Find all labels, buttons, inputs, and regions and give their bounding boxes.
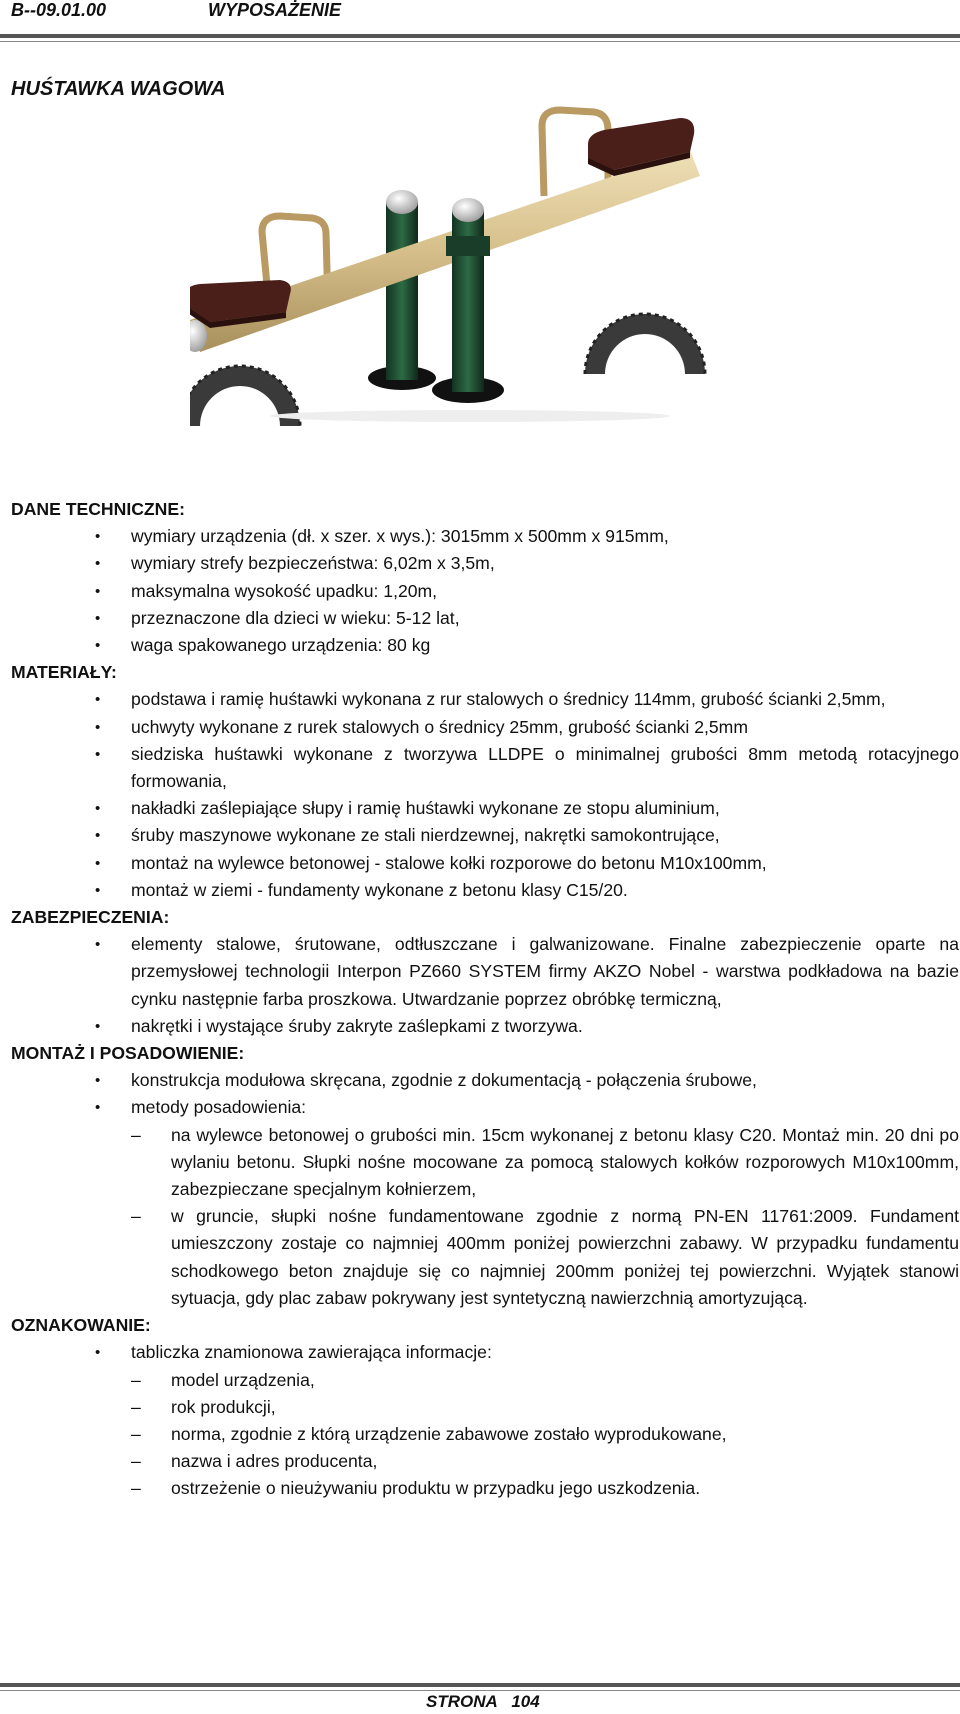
list-item: • montaż w ziemi - fundamenty wykonane z betonu klasy C15/20. bbox=[11, 877, 959, 904]
bullet: • bbox=[95, 637, 101, 655]
section-heading-protection: ZABEZPIECZENIA: bbox=[11, 907, 170, 928]
bullet: • bbox=[95, 1017, 101, 1035]
bullet: • bbox=[95, 827, 101, 845]
bullet: • bbox=[95, 718, 101, 736]
section-heading-materials: MATERIAŁY: bbox=[11, 662, 117, 683]
marking-list bbox=[11, 1339, 959, 1502]
document-title: HUŚTAWKA WAGOWA bbox=[11, 78, 226, 100]
list-item: • uchwyty wykonane z rurek stalowych o średnicy 25mm, grubość ścianki 2,5mm bbox=[11, 714, 959, 741]
marking-sublist bbox=[131, 1367, 959, 1503]
section-heading-marking: OZNAKOWANIE: bbox=[11, 1315, 151, 1336]
dash: – bbox=[131, 1396, 141, 1417]
dash: – bbox=[131, 1124, 141, 1145]
mounting-list bbox=[11, 1067, 959, 1312]
footer-rule-thick bbox=[0, 1683, 960, 1687]
dash: – bbox=[131, 1369, 141, 1390]
seesaw-illustration bbox=[190, 106, 770, 468]
list-item: • przeznaczone dla dzieci w wieku: 5-12 lat, bbox=[11, 605, 959, 632]
list-item: • montaż na wylewce betonowej - stalowe kołki rozporowe do betonu M10x100mm, bbox=[11, 850, 959, 877]
document-body bbox=[11, 496, 959, 1503]
header-title: WYPOSAŻENIE bbox=[208, 0, 342, 20]
dash: – bbox=[131, 1423, 141, 1444]
sub-list-item: – nazwa i adres producenta, bbox=[131, 1448, 959, 1475]
page-number: STRONA 104 bbox=[426, 1692, 540, 1711]
list-item: • maksymalna wysokość upadku: 1,20m, bbox=[11, 578, 959, 605]
list-item: • nakrętki i wystające śruby zakryte zaślepkami z tworzywa. bbox=[11, 1013, 959, 1040]
list-item: • metody posadowienia: – na wylewce betonowej o grubości min. 15cm wykonanej z betonu klasy C20. Montaż min. 20 dni po wylaniu betonu. Słupki nośne mocowane za pomocą stalowych kołków rozporowych M10x100mm, zabezpieczane specjalnym kołnierzem, – w gruncie, słupki nośne fundamentowane zgodnie z normą PN-EN 11761:2009. Fundament umieszczony zostaje co najmniej 400mm poniżej powierzchni zabawy. W przypadku fundamentu schodkowego beton znajduje się co najmniej 200mm poniżej tej powierzchni. Wyjątek stanowi sytuacja, gdy plac zabaw pokrywany jest syntetyczną nawierzchnią amortyzującą. bbox=[11, 1094, 959, 1312]
list-item: • śruby maszynowe wykonane ze stali nierdzewnej, nakrętki samokontrujące, bbox=[11, 822, 959, 849]
header-rule-thin bbox=[0, 41, 960, 42]
bullet: • bbox=[95, 609, 101, 627]
bullet: • bbox=[95, 854, 101, 872]
materials-list bbox=[11, 686, 959, 904]
bullet: • bbox=[95, 1344, 101, 1362]
list-item: • podstawa i ramię huśtawki wykonana z rur stalowych o średnicy 114mm, grubość ścianki 2,5mm, bbox=[11, 686, 959, 713]
mounting-sublist bbox=[131, 1122, 959, 1312]
sub-list-item: – norma, zgodnie z którą urządzenie zabawowe zostało wyprodukowane, bbox=[131, 1421, 959, 1448]
sub-list-item: – ostrzeżenie o nieużywaniu produktu w przypadku jego uszkodzenia. bbox=[131, 1475, 959, 1502]
footer-rule-thin bbox=[0, 1690, 960, 1691]
sub-list-item: – na wylewce betonowej o grubości min. 15cm wykonanej z betonu klasy C20. Montaż min. 20 dni po wylaniu betonu. Słupki nośne mocowane za pomocą stalowych kołków rozporowych M10x100mm, zabezpieczane specjalnym kołnierzem, bbox=[131, 1122, 959, 1204]
bullet: • bbox=[95, 582, 101, 600]
list-item: • wymiary urządzenia (dł. x szer. x wys.): 3015mm x 500mm x 915mm, bbox=[11, 523, 959, 550]
dash: – bbox=[131, 1451, 141, 1472]
bullet: • bbox=[95, 691, 101, 709]
bullet: • bbox=[95, 1072, 101, 1090]
back-post bbox=[368, 190, 436, 390]
list-item: • siedziska huśtawki wykonane z tworzywa LLDPE o minimalnej grubości 8mm metodą rotacyjnego formowania, bbox=[11, 741, 959, 795]
bullet: • bbox=[95, 745, 101, 763]
list-item: • wymiary strefy bezpieczeństwa: 6,02m x 3,5m, bbox=[11, 550, 959, 577]
section-heading-tech: DANE TECHNICZNE: bbox=[11, 499, 185, 519]
list-item: • tabliczka znamionowa zawierająca informacje: – model urządzenia, – rok produkcji, – norma, zgodnie z którą urządzenie zabawowe zostało wyprodukowane, – nazwa i adres producenta, – ostrzeżenie o nieużywaniu produktu w przypadku jego uszkodzenia. bbox=[11, 1339, 959, 1502]
bullet: • bbox=[95, 555, 101, 573]
list-item: • konstrukcja modułowa skręcana, zgodnie z dokumentacją - połączenia śrubowe, bbox=[11, 1067, 959, 1094]
bullet: • bbox=[95, 528, 101, 546]
list-item: • elementy stalowe, śrutowane, odtłuszczane i galwanizowane. Finalne zabezpieczenie oparte na przemysłowej technologii Interpon PZ660 SYSTEM firmy AKZO Nobel - warstwa podkładowa na bazie cynku następnie farba proszkowa. Utwardzanie poprzez obróbkę termiczną, bbox=[11, 931, 959, 1013]
sub-list-item: – w gruncie, słupki nośne fundamentowane zgodnie z normą PN-EN 11761:2009. Fundament umieszczony zostaje co najmniej 400mm poniżej powierzchni zabawy. W przypadku fundamentu schodkowego beton znajduje się co najmniej 200mm poniżej tej powierzchni. Wyjątek stanowi sytuacja, gdy plac zabaw pokrywany jest syntetyczną nawierzchnią amortyzującą. bbox=[131, 1203, 959, 1312]
bullet: • bbox=[95, 936, 101, 954]
sub-list-item: – rok produkcji, bbox=[131, 1394, 959, 1421]
bullet: • bbox=[95, 800, 101, 818]
dash: – bbox=[131, 1478, 141, 1499]
list-item: • nakładki zaślepiające słupy i ramię huśtawki wykonane ze stopu aluminium, bbox=[11, 795, 959, 822]
section-heading-mounting: MONTAŻ I POSADOWIENIE: bbox=[11, 1043, 245, 1064]
tech-list bbox=[11, 523, 959, 659]
protection-list bbox=[11, 931, 959, 1040]
bullet: • bbox=[95, 881, 101, 899]
document-code: B--09.01.00 bbox=[11, 0, 107, 20]
right-tire bbox=[585, 314, 705, 374]
list-item: • waga spakowanego urządzenia: 80 kg bbox=[11, 632, 959, 659]
sub-list-item: – model urządzenia, bbox=[131, 1367, 959, 1394]
bullet: • bbox=[95, 1099, 101, 1117]
dash: – bbox=[131, 1206, 141, 1227]
header-rule-thick bbox=[0, 34, 960, 38]
